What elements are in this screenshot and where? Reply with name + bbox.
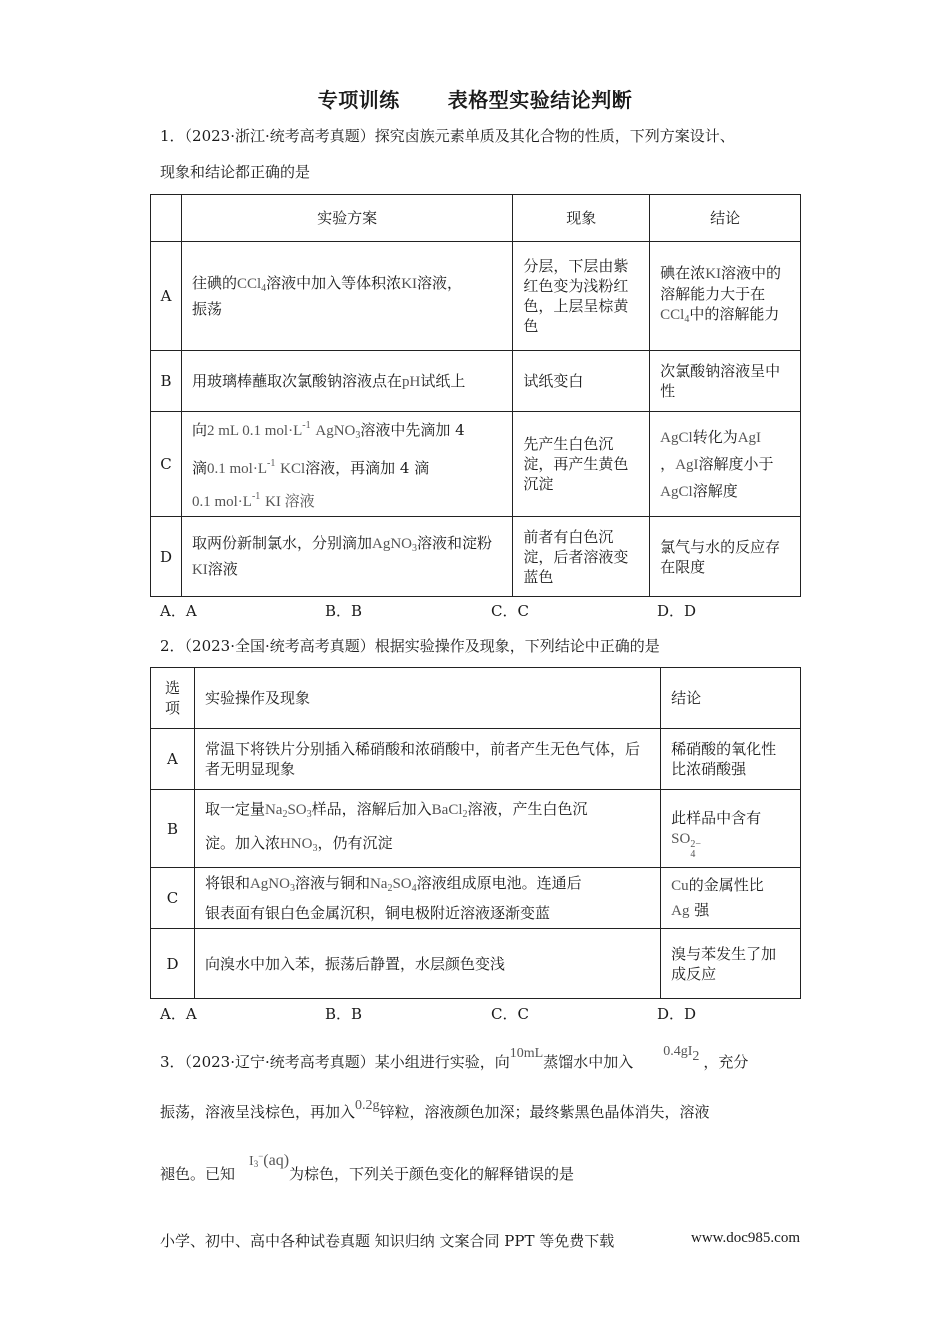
choice-d[interactable]: D．D <box>657 602 697 620</box>
row-label: A <box>151 729 195 790</box>
q2-d-conclusion: 溴与苯发生了加成反应 <box>661 929 801 999</box>
table-row <box>151 351 801 412</box>
row-label: B <box>151 351 182 412</box>
title-part1: 专项训练 <box>317 88 400 112</box>
table-row <box>151 517 801 597</box>
q2-d-operation: 向溴水中加入苯，振荡后静置，水层颜色变浅 <box>194 929 660 999</box>
q2-c-operation: 将银和AgNO$_3$溶液与铜和$Na_2SO_4$溶液组成原电池。连通后 银表面有银白色金属沉积，铜电极附近溶液逐渐变蓝 <box>194 868 660 929</box>
q1-d-conclusion: 氯气与水的反应存在限度 <box>650 517 801 597</box>
q1-stem-line1: 1．（2023·浙江·统考高考真题）探究卤族元素单质及其化合物的性质，下列方案设计、 <box>160 127 735 145</box>
q2-stem: 2．（2023·全国·统考高考真题）根据实验操作及现象，下列结论中正确的是 <box>160 637 660 655</box>
table-row <box>151 242 801 351</box>
choice-b[interactable]: B．B <box>325 602 363 620</box>
q2-choices <box>160 1003 810 1025</box>
q1-a-phenomenon: 分层，下层由紫红色变为浅粉红色，上层呈棕黄色 <box>513 242 650 351</box>
choice-c[interactable]: C．C <box>491 1005 529 1023</box>
row-label: B <box>151 790 195 868</box>
row-label: A <box>151 242 182 351</box>
q1-d-plan: 取两份新制氯水，分别滴加AgNO$_3$溶液和淀粉KI溶液 <box>181 517 512 597</box>
page-footer <box>160 1230 800 1251</box>
page-title <box>0 84 950 113</box>
row-label: D <box>151 517 182 597</box>
q1-d-phenomenon: 前者有白色沉淀，后者溶液变蓝色 <box>513 517 650 597</box>
row-label: D <box>151 929 195 999</box>
q1-stem-line2: 现象和结论都正确的是 <box>160 163 311 181</box>
row-label: C <box>151 868 195 929</box>
q1-header-phenomenon: 现象 <box>513 195 650 242</box>
q1-c-conclusion: AgCl转化为AgI ，AgI溶解度小于 AgCl溶解度 <box>650 412 801 517</box>
q3-stem-line2: 振荡，溶液呈浅棕色，再加入0.2g锌粒，溶液颜色加深；最终紫黑色晶体消失，溶液 <box>160 1098 710 1121</box>
q1-a-plan: 往碘的CCl$_4$溶液中加入等体积浓KI溶液， 振荡 <box>181 242 512 351</box>
q1-c-phenomenon: 先产生白色沉淀，再产生黄色沉淀 <box>513 412 650 517</box>
q1-b-phenomenon: 试纸变白 <box>513 351 650 412</box>
q1-choices <box>160 600 810 622</box>
choice-a[interactable]: A．A <box>160 1005 197 1023</box>
q3-stem-line3: 褪色。已知I3−(aq)为棕色，下列关于颜色变化的解释错误的是 <box>160 1151 575 1183</box>
q1-b-conclusion: 次氯酸钠溶液呈中性 <box>650 351 801 412</box>
choice-c[interactable]: C．C <box>491 602 529 620</box>
table-row <box>151 790 801 868</box>
choice-a[interactable]: A．A <box>160 602 197 620</box>
table-row <box>151 868 801 929</box>
q1-header-plan: 实验方案 <box>181 195 512 242</box>
q1-c-plan: 向2 mL 0.1 $mol\cdot L^{-1}$ AgNO$_3$溶液中先滴加 4 滴0.1 $mol\cdot L^{-1}$ KCl溶液，再滴加 4 滴 0.1 $mol\cdot L^{-1}$ KI 溶液 <box>181 412 512 517</box>
q3-stem-line1: 3．（2023·辽宁·统考高考真题）某小组进行实验，向10mL蒸馏水中加入0.4gI2 ，充分 <box>160 1044 749 1071</box>
footer-url[interactable]: www.doc985.com <box>690 1230 800 1246</box>
q2-header-option: 选项 <box>151 668 195 729</box>
q2-header-conclusion: 结论 <box>661 668 801 729</box>
q1-header-blank <box>151 195 182 242</box>
q1-header-conclusion: 结论 <box>650 195 801 242</box>
q1-a-conclusion: 碘在浓KI溶液中的溶解能力大于在CCl$_4$中的溶解能力 <box>650 242 801 351</box>
title-part2: 表格型实验结论判断 <box>447 88 633 112</box>
table-row <box>151 412 801 517</box>
q2-b-conclusion: 此样品中含有 SO 2− 4 <box>661 790 801 868</box>
footer-text: 小学、初中、高中各种试卷真题 知识归纳 文案合同 PPT 等免费下载 <box>160 1232 615 1250</box>
q2-c-conclusion: Cu的金属性比 Ag 强 <box>661 868 801 929</box>
q2-a-conclusion: 稀硝酸的氧化性比浓硝酸强 <box>661 729 801 790</box>
choice-b[interactable]: B．B <box>325 1005 363 1023</box>
row-label: C <box>151 412 182 517</box>
q2-b-operation: 取一定量$Na_2SO_3$样品，溶解后加入BaCl$_2$溶液，产生白色沉 淀。加入浓$HNO_3$，仍有沉淀 <box>194 790 660 868</box>
q2-header-operation: 实验操作及现象 <box>194 668 660 729</box>
table-row <box>151 729 801 790</box>
table-row <box>151 929 801 999</box>
q2-a-operation: 常温下将铁片分别插入稀硝酸和浓硝酸中，前者产生无色气体，后者无明显现象 <box>194 729 660 790</box>
q1-b-plan: 用玻璃棒蘸取次氯酸钠溶液点在pH试纸上 <box>181 351 512 412</box>
q2-table <box>150 667 801 999</box>
q1-table <box>150 194 801 597</box>
choice-d[interactable]: D．D <box>657 1005 697 1023</box>
